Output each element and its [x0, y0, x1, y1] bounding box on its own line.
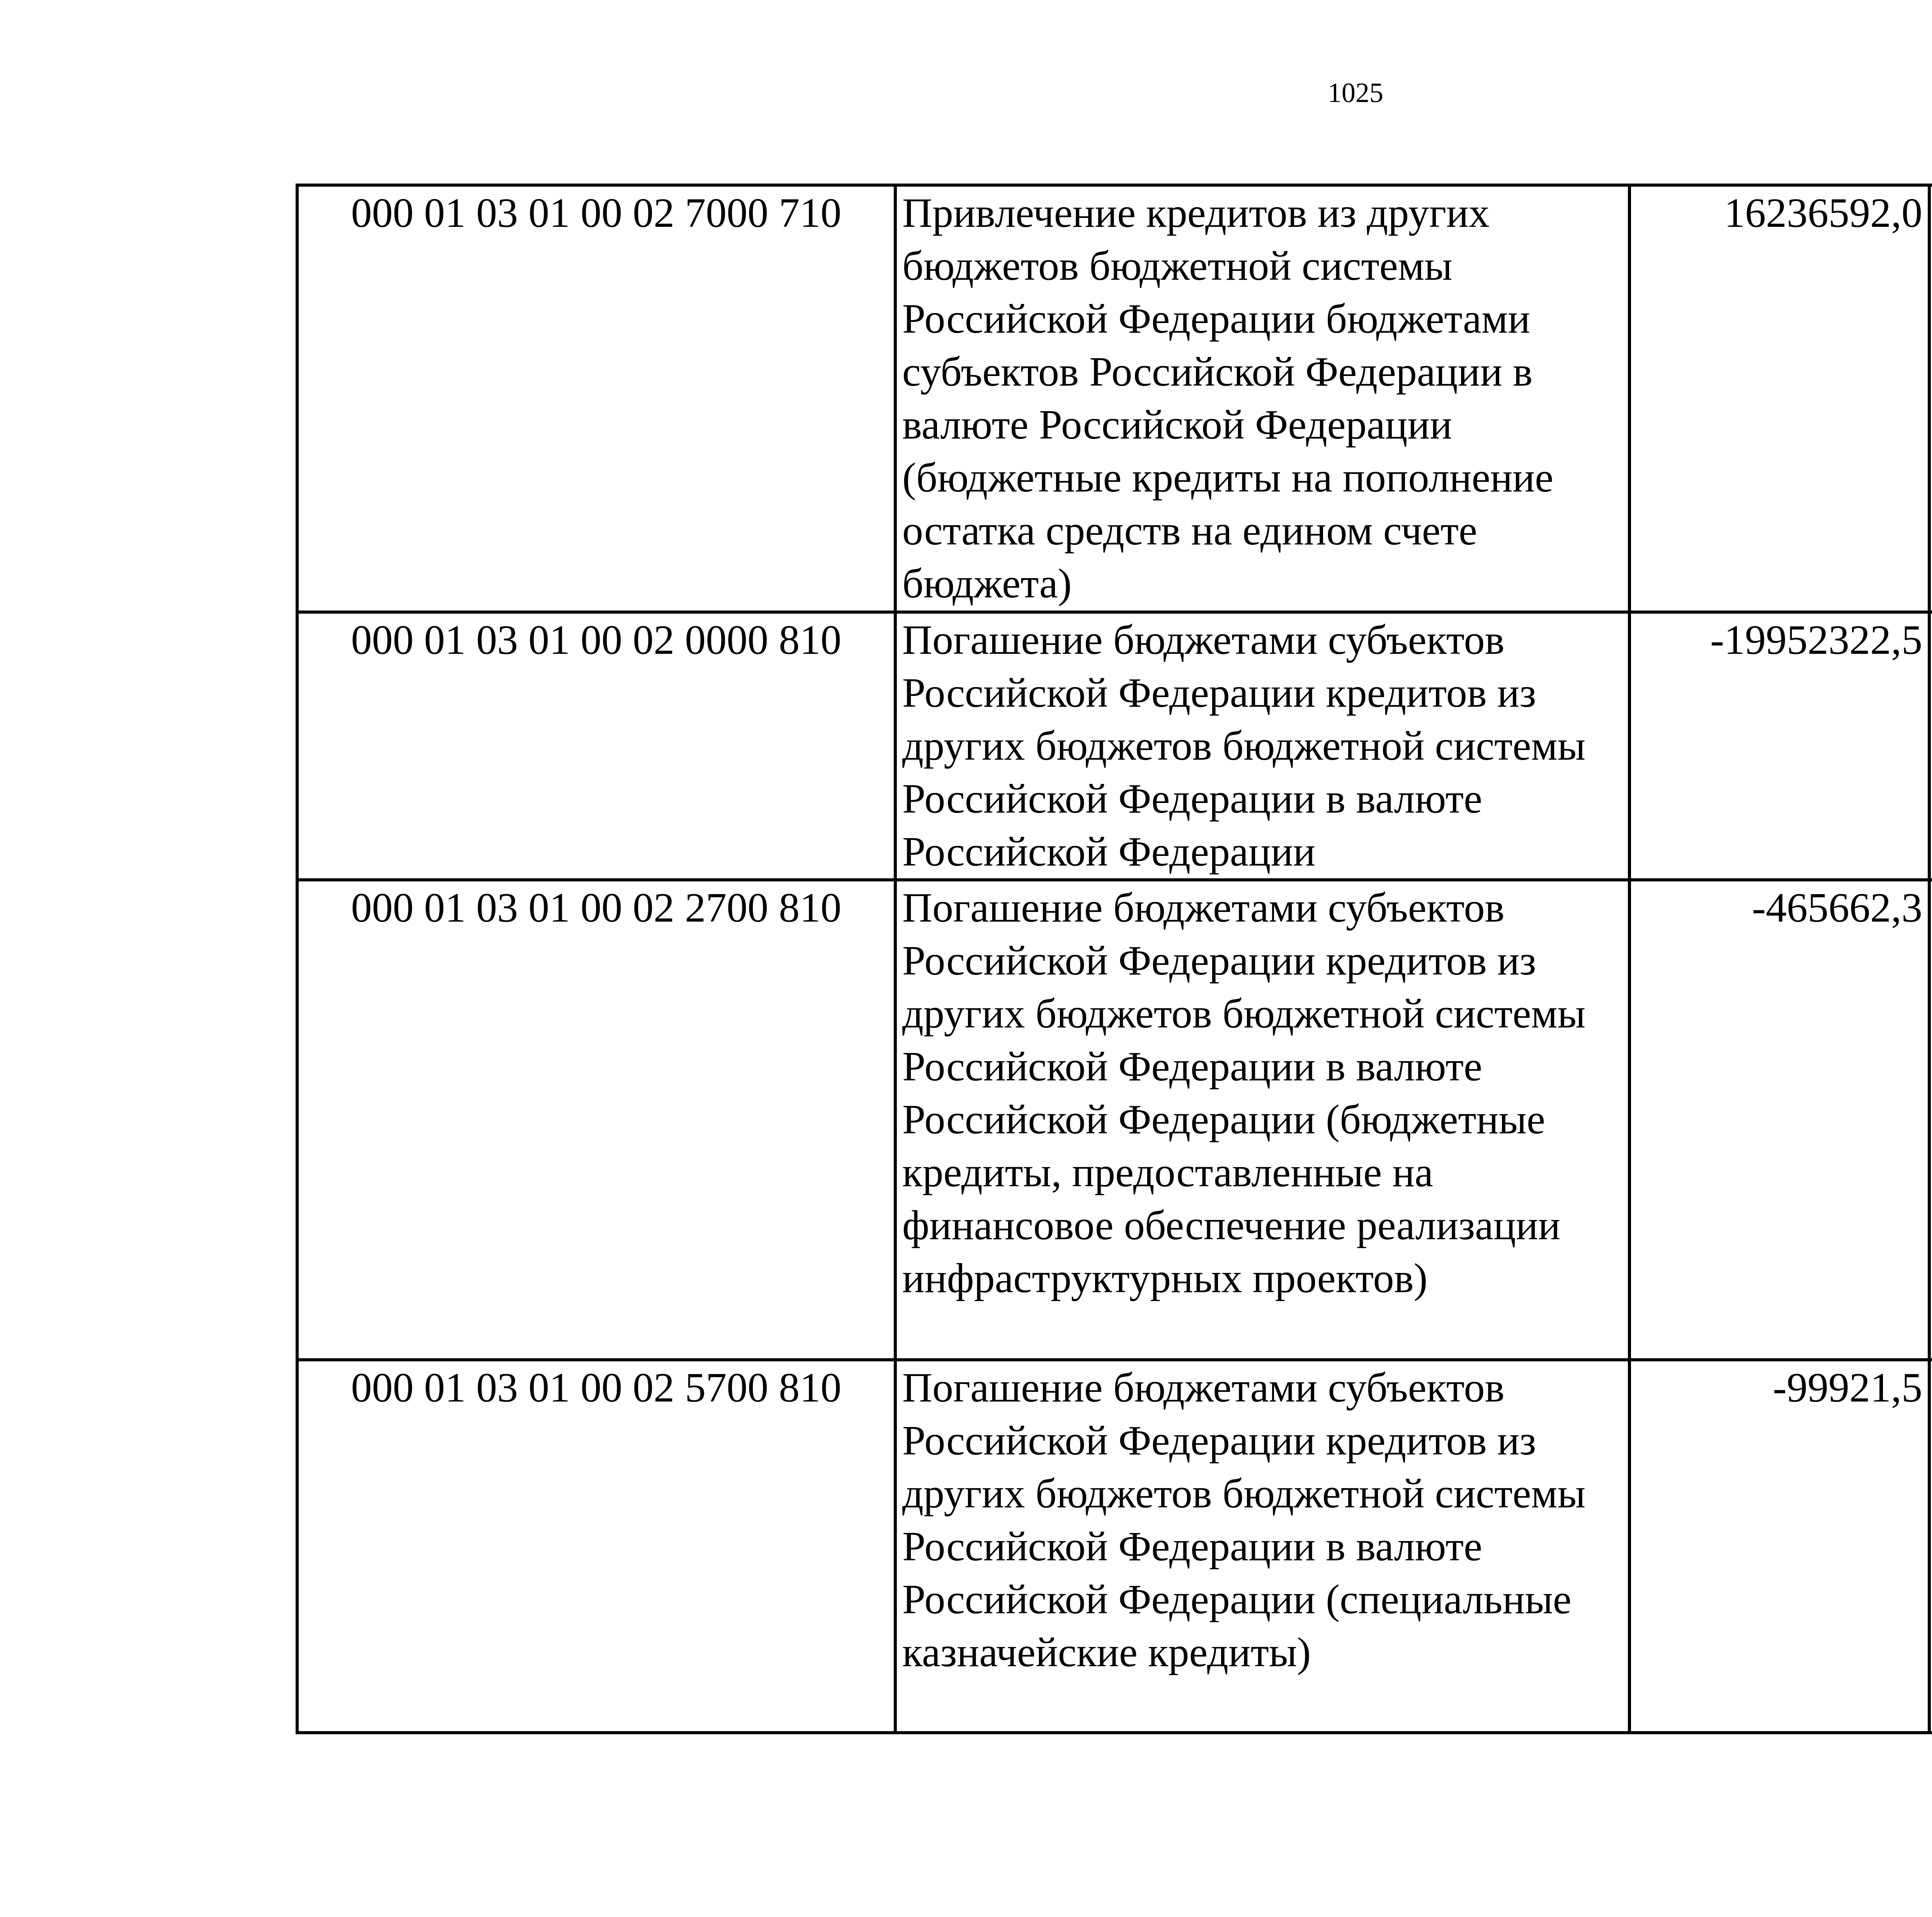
amount-cell-2	[1929, 612, 1932, 880]
table-row	[297, 1360, 1932, 1733]
page-number: 1025	[1328, 77, 1383, 108]
description-cell: Погашение бюджетами субъектов Российской Федерации кредитов из других бюджетов бюджетной системы Российской Федерации в валюте Российской Федерации	[895, 612, 1629, 880]
amount-cell-1: -99921,5	[1629, 1360, 1929, 1733]
classification-code-cell: 000 01 03 01 00 02 5700 810	[297, 1360, 895, 1733]
amount-cell-1: 16236592,0	[1629, 185, 1929, 612]
amount-cell-1: -19952322,5	[1629, 612, 1929, 880]
classification-code-cell: 000 01 03 01 00 02 7000 710	[297, 185, 895, 612]
table-row	[297, 612, 1932, 880]
description-cell: Погашение бюджетами субъектов Российской Федерации кредитов из других бюджетов бюджетной системы Российской Федерации в валюте Российской Федерации (бюджетные кредиты, предоставленные на финансовое обеспечение реализации инфраструктурных проектов)	[895, 880, 1629, 1360]
table-row	[297, 185, 1932, 612]
amount-cell-2	[1929, 880, 1932, 1360]
classification-code-cell: 000 01 03 01 00 02 2700 810	[297, 880, 895, 1360]
amount-cell-2	[1929, 185, 1932, 612]
amount-cell-1: -465662,3	[1629, 880, 1929, 1360]
description-cell: Погашение бюджетами субъектов Российской Федерации кредитов из других бюджетов бюджетной системы Российской Федерации в валюте Российской Федерации (специальные казначейские кредиты)	[895, 1360, 1629, 1733]
description-cell: Привлечение кредитов из других бюджетов бюджетной системы Российской Федерации бюджетами субъектов Российской Федерации в валюте Российской Федерации (бюджетные кредиты на пополнение остатка средств на едином счете бюджета)	[895, 185, 1629, 612]
amount-cell-2	[1929, 1360, 1932, 1733]
budget-sources-table	[296, 184, 1932, 1734]
classification-code-cell: 000 01 03 01 00 02 0000 810	[297, 612, 895, 880]
table-row	[297, 880, 1932, 1360]
